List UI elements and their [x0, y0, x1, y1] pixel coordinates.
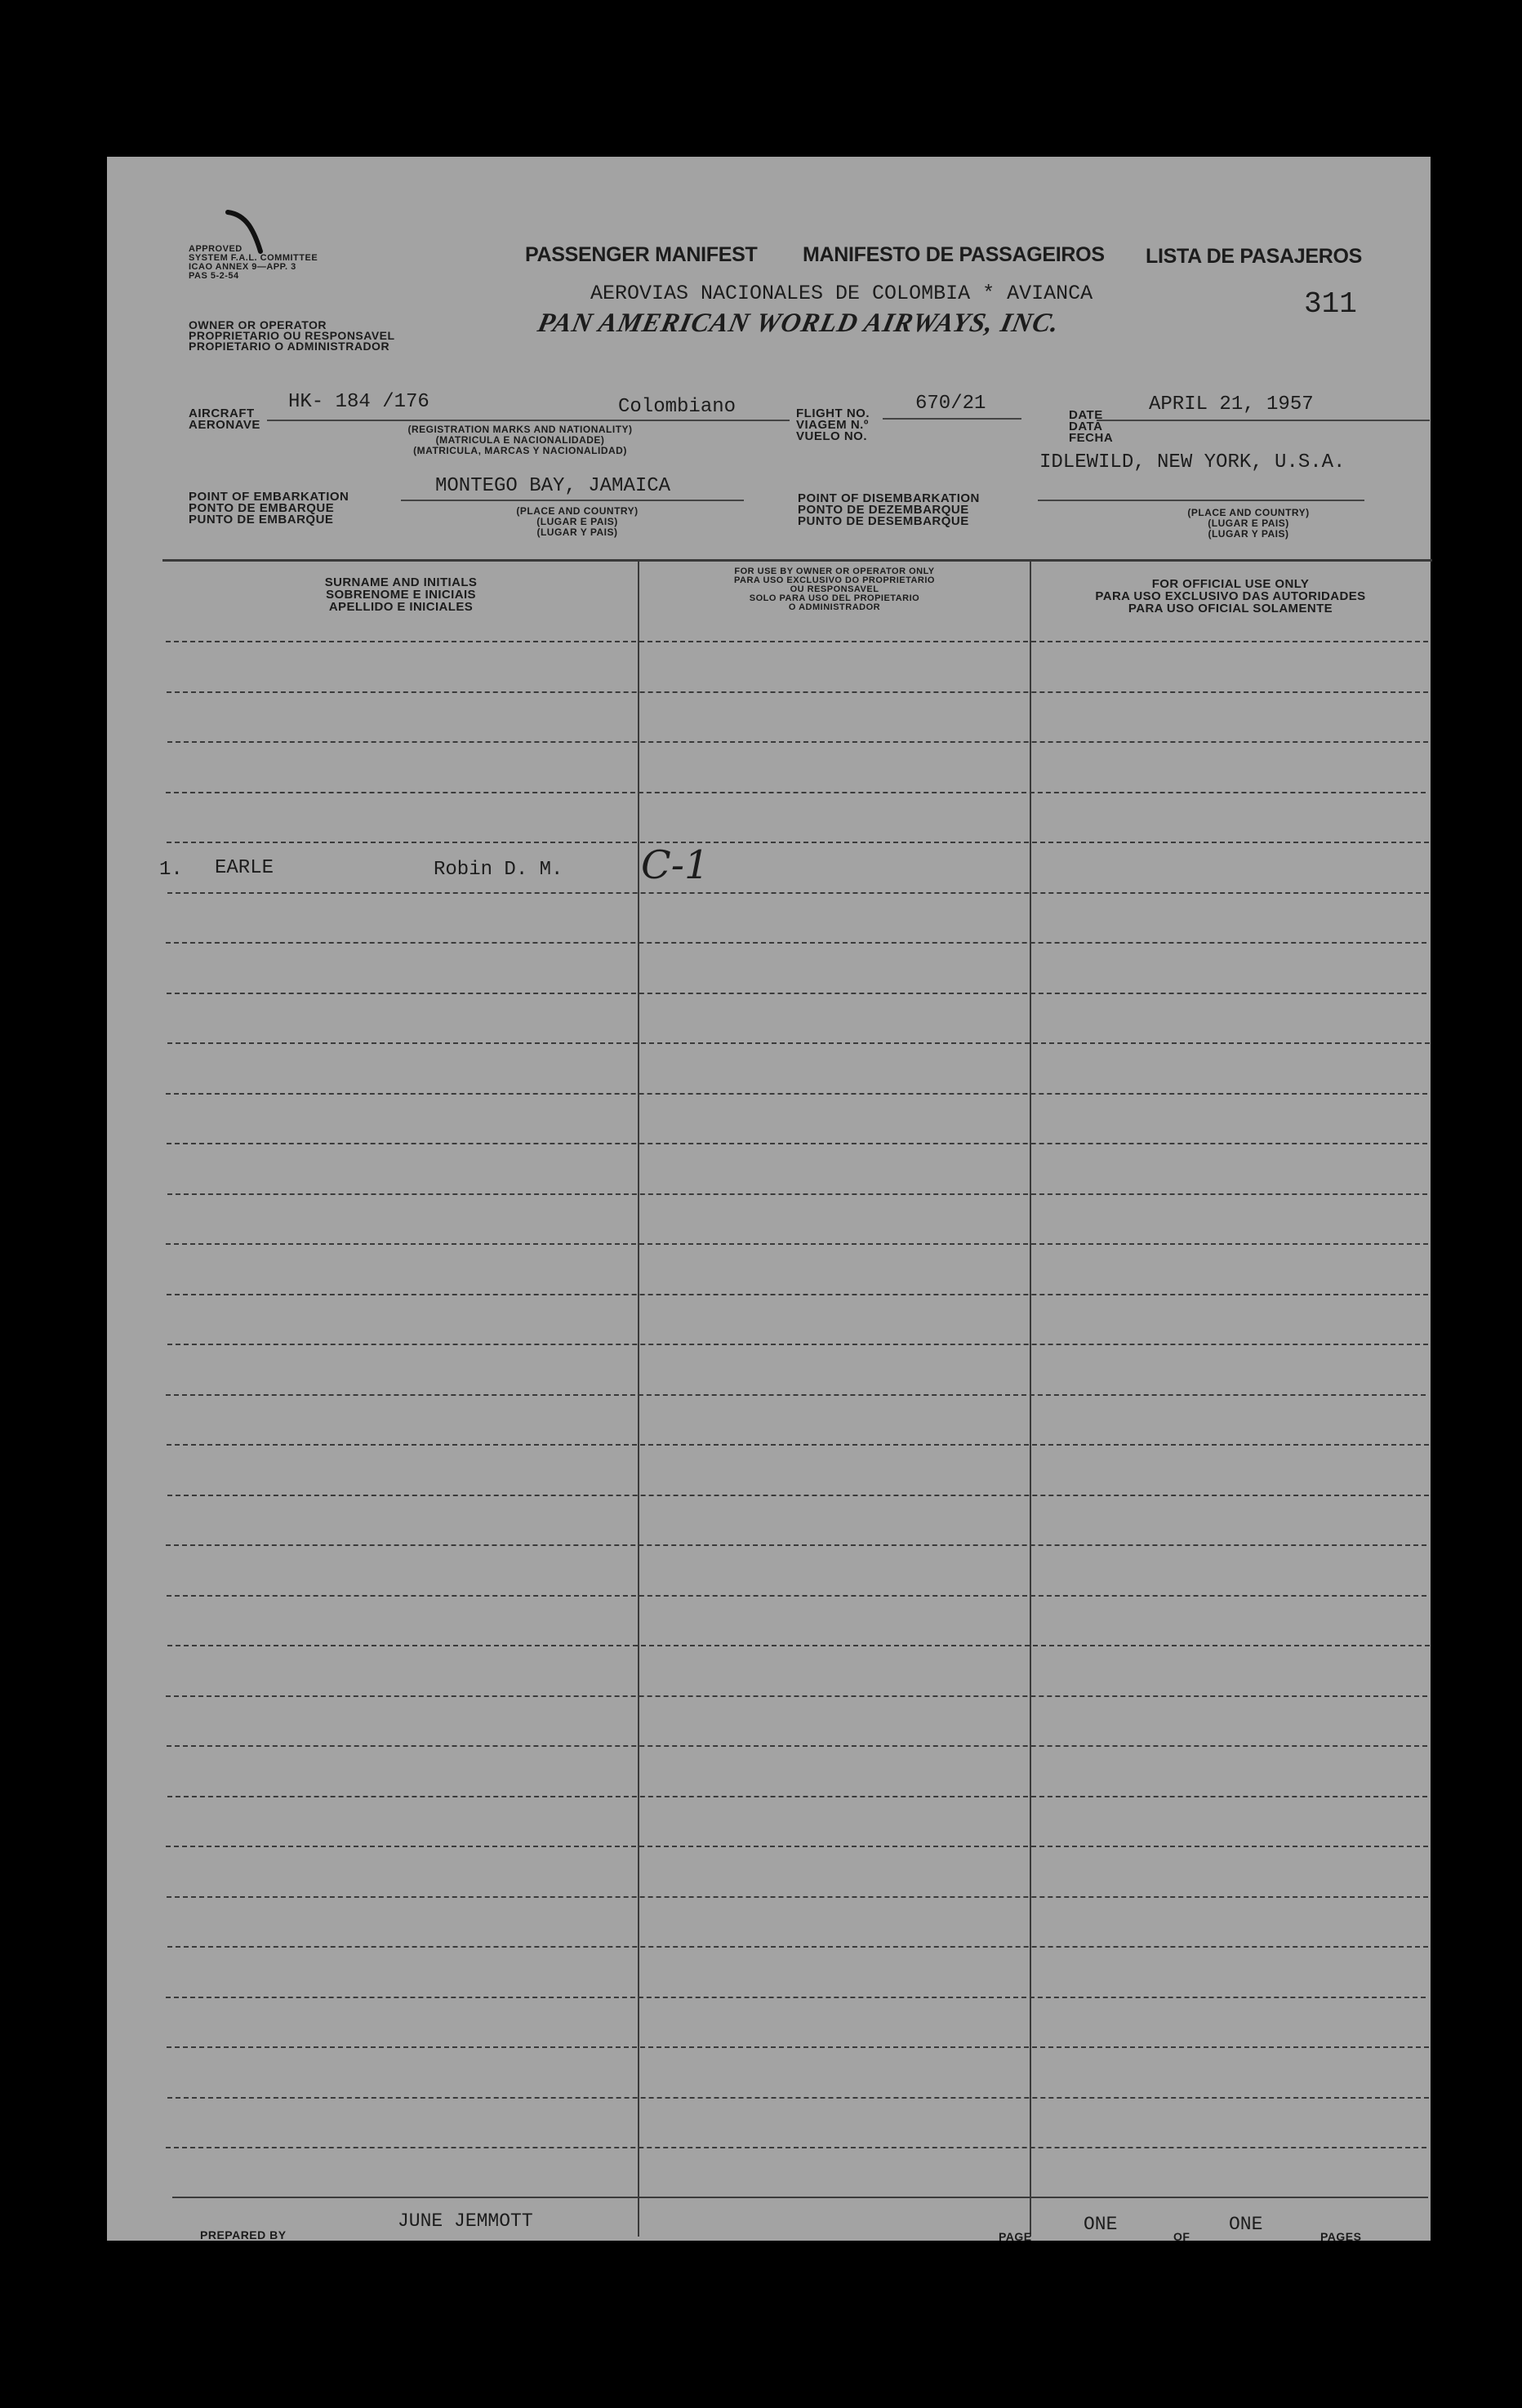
- flight-underline: [883, 418, 1021, 420]
- ruled-line: [166, 1695, 1427, 1697]
- ruled-line: [167, 1745, 1427, 1747]
- aircraft-underline: [267, 420, 790, 421]
- pages-label: PAGES: [1320, 2230, 1362, 2243]
- embarkation-label-es: PUNTO DE EMBARQUE: [189, 513, 334, 526]
- flight-label-en: FLIGHT NO.: [796, 407, 870, 420]
- passenger-given-names: Robin D. M.: [434, 859, 563, 881]
- ruled-line: [166, 1394, 1426, 1396]
- row-number: 1.: [159, 859, 183, 881]
- operator-typed: AEROVIAS NACIONALES DE COLOMBIA * AVIANCA: [590, 282, 1093, 305]
- ruled-line: [166, 1544, 1426, 1546]
- ruled-line: [166, 1093, 1427, 1095]
- date-labels: [1069, 410, 1113, 444]
- disembarkation-labels: [798, 493, 980, 527]
- manifest-sheet: [107, 157, 1431, 2241]
- title-manifesto-passageiros: MANIFESTO DE PASSAGEIROS: [803, 243, 1105, 266]
- ruled-line: [167, 1294, 1428, 1295]
- place-label-es: (LUGAR Y PAIS): [536, 526, 618, 538]
- place-label-pt: (LUGAR E PAIS): [536, 516, 618, 527]
- date-label-es: FECHA: [1069, 431, 1114, 445]
- date-underline: [1097, 420, 1430, 421]
- column-divider-1: [638, 562, 639, 2237]
- ruled-line: [166, 792, 1426, 793]
- column-header-line: OU RESPONSAVEL: [790, 584, 879, 594]
- date-label-pt: DATA: [1069, 420, 1103, 433]
- column-divider-2: [1030, 562, 1031, 2237]
- aircraft-label-en: AIRCRAFT: [189, 407, 255, 420]
- column-header-line: PARA USO EXCLUSIVO DAS AUTORIDADES: [1095, 589, 1366, 603]
- aircraft-label-pt: AERONAVE: [189, 418, 260, 432]
- registration-label-en: (REGISTRATION MARKS AND NATIONALITY): [407, 424, 633, 435]
- table-bottom-rule: [172, 2197, 1428, 2198]
- column-header-line: APELLIDO E INICIALES: [328, 600, 474, 614]
- passenger-surname: EARLE: [215, 857, 274, 879]
- disembarkation-label-pt: PONTO DE DEZEMBARQUE: [798, 503, 969, 517]
- flight-value: 670/21: [915, 393, 986, 415]
- ruled-line: [167, 1796, 1427, 1797]
- ruled-line: [166, 1243, 1428, 1245]
- place-label-es: (LUGAR Y PAIS): [1208, 528, 1289, 540]
- ruled-line: [167, 993, 1426, 994]
- column-header-line: PARA USO OFICIAL SOLAMENTE: [1128, 602, 1333, 615]
- column-header-line: FOR USE BY OWNER OR OPERATOR ONLY: [734, 566, 935, 576]
- column-header-surname: [172, 576, 630, 613]
- ruled-line: [167, 741, 1428, 743]
- nationality-value: Colombiano: [618, 396, 737, 418]
- disembarkation-underline: [1038, 500, 1364, 501]
- registration-label-pt: (MATRICULA E NACIONALIDADE): [435, 434, 605, 446]
- pages-value: ONE: [1229, 2214, 1263, 2235]
- date-label-en: DATE: [1069, 408, 1103, 422]
- registration-label-es: (MATRICULA, MARCAS Y NACIONALIDAD): [413, 445, 627, 456]
- ruled-line: [167, 1645, 1430, 1646]
- flight-label-pt: VIAGEM N.º: [796, 418, 869, 432]
- embarkation-value: MONTEGO BAY, JAMAICA: [435, 475, 671, 497]
- ruled-line: [167, 1495, 1429, 1496]
- ruled-line: [167, 842, 1429, 843]
- approval-line: PAS 5-2-54: [189, 271, 239, 281]
- approval-line: SYSTEM F.A.L. COMMITTEE: [189, 253, 318, 263]
- disembarkation-label-es: PUNTO DE DESEMBARQUE: [798, 514, 969, 528]
- column-header-official-use: [1035, 578, 1426, 615]
- ruled-line: [166, 641, 1428, 642]
- embarkation-place-labels: [455, 506, 700, 538]
- column-header-line: FOR OFFICIAL USE ONLY: [1151, 577, 1310, 591]
- approval-block: [189, 245, 318, 281]
- owner-label-en: OWNER OR OPERATOR: [189, 318, 327, 331]
- ruled-line: [167, 1595, 1426, 1597]
- owner-label-pt: PROPRIETARIO OU RESPONSAVEL: [189, 329, 395, 342]
- embarkation-label-en: POINT OF EMBARKATION: [189, 490, 349, 504]
- of-label: OF: [1173, 2230, 1190, 2243]
- place-label-en: (PLACE AND COUNTRY): [516, 505, 639, 517]
- ruled-line: [166, 2147, 1426, 2148]
- ruled-line: [166, 1997, 1426, 1998]
- ruled-line: [167, 1896, 1428, 1898]
- ruled-line: [166, 942, 1426, 944]
- column-header-line: PARA USO EXCLUSIVO DO PROPRIETARIO: [734, 575, 935, 585]
- ruled-line: [167, 1193, 1427, 1195]
- owner-label-es: PROPIETARIO O ADMINISTRADOR: [189, 340, 390, 353]
- column-header-line: SURNAME AND INITIALS: [324, 575, 478, 589]
- ruled-line: [167, 1042, 1430, 1044]
- prepared-by-label: PREPARED BY: [200, 2228, 287, 2241]
- place-label-pt: (LUGAR E PAIS): [1208, 518, 1289, 529]
- disembarkation-place-labels: [1126, 508, 1371, 540]
- flight-labels: [796, 408, 870, 442]
- owner-note-handwritten: C-1: [641, 842, 710, 888]
- page-number: 311: [1304, 287, 1357, 321]
- embarkation-underline: [401, 500, 744, 501]
- title-passenger-manifest: PASSENGER MANIFEST: [525, 243, 758, 266]
- ruled-line: [167, 2046, 1429, 2048]
- ruled-line: [166, 1846, 1428, 1847]
- aircraft-value: HK- 184 /176: [288, 391, 429, 413]
- flight-label-es: VUELO NO.: [796, 429, 868, 443]
- disembarkation-value: IDLEWILD, NEW YORK, U.S.A.: [1039, 451, 1346, 473]
- ruled-line: [167, 691, 1428, 693]
- ruled-line: [167, 1444, 1429, 1446]
- column-header-line: SOLO PARA USO DEL PROPIETARIO: [749, 593, 920, 603]
- page-value: ONE: [1084, 2214, 1118, 2235]
- ruled-line: [167, 1344, 1428, 1345]
- disembarkation-label-en: POINT OF DISEMBARKATION: [798, 491, 980, 505]
- column-header-line: SOBRENOME E INICIAIS: [326, 588, 476, 602]
- operator-stamp: PAN AMERICAN WORLD AIRWAYS, INC.: [535, 309, 1062, 338]
- prepared-by-value: JUNE JEMMOTT: [398, 2210, 533, 2232]
- ruled-line: [167, 892, 1429, 894]
- column-header-owner-use: [643, 567, 1026, 612]
- embarkation-labels: [189, 491, 349, 526]
- column-header-line: O ADMINISTRADOR: [788, 602, 881, 612]
- date-value: APRIL 21, 1957: [1149, 393, 1314, 415]
- approval-line: APPROVED: [189, 244, 243, 254]
- page-label: PAGE: [999, 2230, 1032, 2243]
- approval-line: ICAO ANNEX 9—APP. 3: [189, 262, 296, 272]
- embarkation-label-pt: PONTO DE EMBARQUE: [189, 501, 335, 515]
- registration-labels: [349, 424, 692, 456]
- owner-operator-labels: [189, 320, 395, 352]
- ruled-line: [167, 1946, 1428, 1948]
- title-lista-pasajeros: LISTA DE PASAJEROS: [1146, 245, 1363, 268]
- ruled-line: [167, 2097, 1429, 2099]
- aircraft-labels: [189, 408, 260, 431]
- place-label-en: (PLACE AND COUNTRY): [1187, 507, 1310, 518]
- table-top-rule: [162, 559, 1432, 562]
- ruled-line: [167, 1143, 1427, 1144]
